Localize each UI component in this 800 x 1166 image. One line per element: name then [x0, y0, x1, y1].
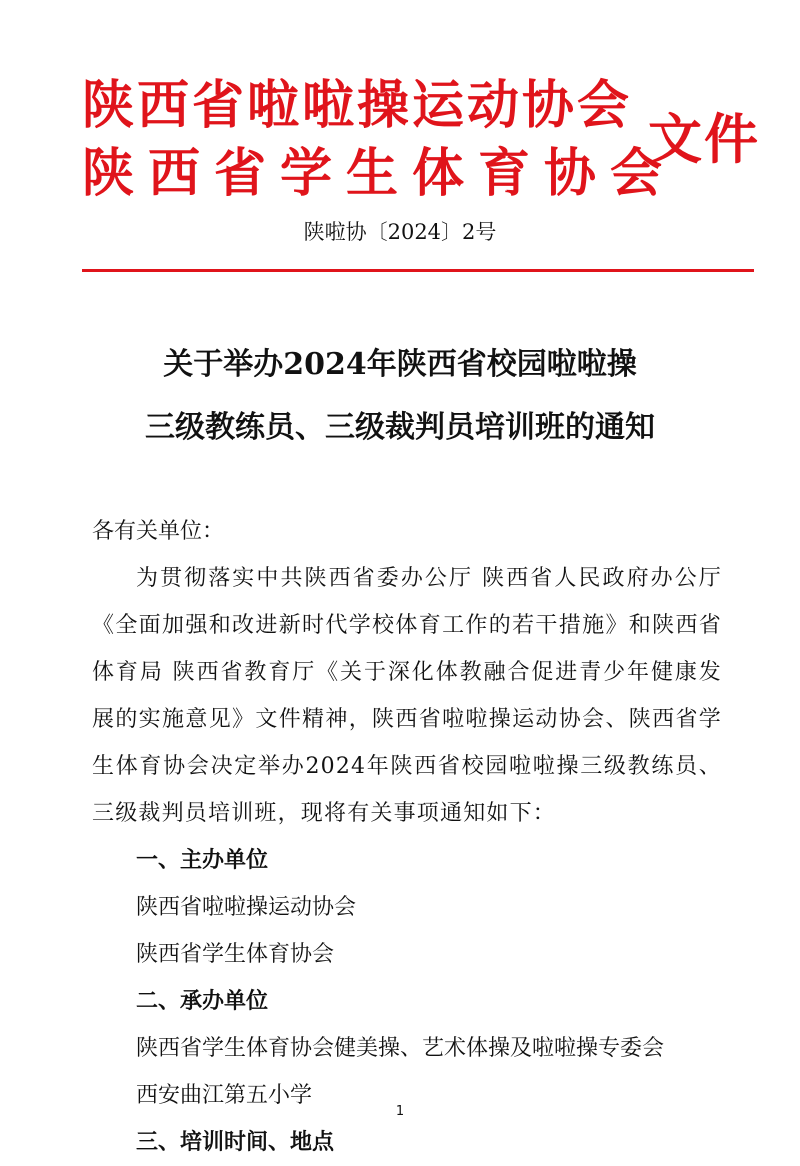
- intro-paragraph: 为贯彻落实中共陕西省委办公厅 陕西省人民政府办公厅《全面加强和改进新时代学校体育工作的若干措施》和陕西省体育局 陕西省教育厅《关于深化体教融合促进青少年健康发展的实施意见》文件精神，陕西省啦啦操运动协会、陕西省学生体育协会决定举办2024年陕西省校园啦啦操三级教练员、三级裁判员培训班，现将有关事项通知如下：: [92, 566, 722, 826]
- organizer-item: 陕西省啦啦操运动协会: [136, 895, 357, 920]
- issuing-org-2: 陕西省学生体育协会: [82, 143, 677, 204]
- document-number: 陕啦协〔2024〕2号: [303, 220, 497, 244]
- header-divider: [82, 269, 754, 272]
- section-heading-time-location: 三、培训时间、地点: [136, 1130, 335, 1155]
- notice-body: [92, 508, 722, 1166]
- salutation: 各有关单位：: [92, 519, 225, 544]
- section-heading-organizer: 一、主办单位: [136, 848, 269, 873]
- organizer-item: 陕西省学生体育协会: [136, 942, 335, 967]
- document-type-label: 文件: [648, 107, 760, 171]
- notice-title-line-2: 三级教练员、三级裁判员培训班的通知: [145, 410, 655, 445]
- document-header: [0, 0, 800, 290]
- issuing-org-1: 陕西省啦啦操运动协会: [82, 75, 633, 136]
- host-item: 陕西省学生体育协会健美操、艺术体操及啦啦操专委会: [136, 1036, 665, 1061]
- page-number: 1: [395, 1104, 405, 1119]
- section-heading-host: 二、承办单位: [136, 989, 269, 1014]
- host-item: 西安曲江第五小学: [136, 1083, 313, 1108]
- notice-title-line-1: 关于举办2024年陕西省校园啦啦操: [163, 347, 637, 382]
